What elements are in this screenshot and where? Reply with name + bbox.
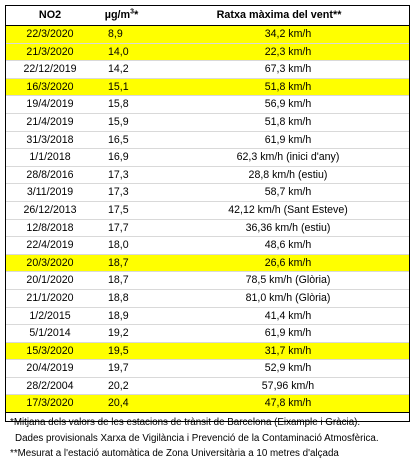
row-date: 3/11/2019 — [26, 186, 74, 199]
table-row — [6, 131, 409, 149]
table-body — [6, 26, 409, 413]
row-no2-value: 16,5 — [108, 133, 129, 146]
row-no2-value: 18,7 — [94, 254, 149, 272]
row-no2-value: 18,8 — [108, 291, 129, 304]
table-row — [6, 78, 409, 96]
row-no2-value: 18,7 — [108, 274, 129, 287]
header-unit-sup: 3 — [130, 8, 135, 16]
row-date: 16/3/2020 — [6, 78, 94, 96]
row-wind-gust: 81,0 km/h (Glòria) — [245, 291, 331, 304]
row-wind-gust: 42,12 km/h (Sant Esteve) — [228, 203, 348, 216]
table-row — [6, 43, 409, 61]
row-no2-value: 18,0 — [108, 239, 129, 252]
note-average: *Mitjana dels valors de les estacions de trànsit de Barcelona (Eixample i Gràcia). — [10, 417, 361, 429]
header-unit-suffix: * — [134, 9, 139, 21]
table-row — [6, 149, 409, 167]
note-wind-station: **Mesurat a l'estació automàtica de Zona Universitària a 10 metres d'alçada — [10, 448, 339, 460]
row-wind-gust: 51,8 km/h — [264, 115, 312, 128]
table-row — [6, 395, 409, 412]
table-row — [6, 289, 409, 307]
row-date: 20/3/2020 — [6, 254, 94, 272]
no2-wind-table-frame — [5, 5, 410, 460]
row-wind-gust: 52,9 km/h — [264, 362, 312, 375]
row-wind-gust: 57,96 km/h — [261, 379, 315, 392]
row-date: 1/2/2015 — [29, 309, 71, 322]
table-row — [6, 113, 409, 131]
table-row — [6, 342, 409, 360]
no2-wind-table — [6, 6, 409, 412]
table-notes — [6, 412, 409, 462]
row-no2-value: 17,3 — [108, 186, 129, 199]
table-row — [6, 61, 409, 79]
row-wind-gust: 41,4 km/h — [264, 309, 312, 322]
row-wind-gust: 58,7 km/h — [264, 186, 312, 199]
table-row — [6, 184, 409, 202]
row-no2-value: 17,5 — [108, 203, 129, 216]
row-wind-gust: 56,9 km/h — [264, 98, 312, 111]
note-provisional: Dades provisionals Xarxa de Vigilància i Prevenció de la Contaminació Atmosfèrica. — [15, 432, 379, 444]
row-date: 20/4/2019 — [26, 362, 74, 375]
row-no2-value: 15,1 — [94, 78, 149, 96]
row-wind-gust: 22,3 km/h — [149, 43, 409, 61]
row-no2-value: 15,9 — [108, 115, 129, 128]
table-row — [6, 26, 409, 44]
row-date: 28/8/2016 — [26, 168, 74, 181]
row-date: 21/4/2019 — [26, 115, 74, 128]
row-wind-gust: 28,8 km/h (estiu) — [248, 168, 328, 181]
row-date: 22/3/2020 — [6, 26, 94, 44]
row-date: 28/2/2004 — [26, 379, 74, 392]
table-row — [6, 201, 409, 219]
row-no2-value: 14,0 — [94, 43, 149, 61]
row-wind-gust: 47,8 km/h — [149, 395, 409, 412]
header-no2: NO2 — [6, 6, 94, 26]
row-date: 22/12/2019 — [23, 63, 77, 76]
table-row — [6, 237, 409, 255]
table-row — [6, 360, 409, 378]
table-row — [6, 377, 409, 395]
row-wind-gust: 31,7 km/h — [149, 342, 409, 360]
table-row — [6, 254, 409, 272]
row-date: 21/1/2020 — [26, 291, 74, 304]
table-row — [6, 325, 409, 343]
row-no2-value: 16,9 — [108, 151, 129, 164]
row-no2-value: 19,2 — [108, 327, 129, 340]
row-no2-value: 15,8 — [108, 98, 129, 111]
row-no2-value: 14,2 — [108, 63, 129, 76]
row-no2-value: 19,5 — [94, 342, 149, 360]
row-date: 20/1/2020 — [26, 274, 74, 287]
table-header-row — [6, 6, 409, 26]
row-wind-gust: 26,6 km/h — [149, 254, 409, 272]
row-date: 5/1/2014 — [29, 327, 71, 340]
row-date: 12/8/2018 — [26, 221, 74, 234]
table-row — [6, 219, 409, 237]
row-no2-value: 18,9 — [108, 309, 129, 322]
row-wind-gust: 61,9 km/h — [264, 327, 312, 340]
row-date: 1/1/2018 — [29, 151, 71, 164]
row-no2-value: 19,7 — [108, 362, 129, 375]
row-date: 19/4/2019 — [26, 98, 74, 111]
row-no2-value: 8,9 — [94, 26, 149, 44]
row-wind-gust: 67,3 km/h — [264, 63, 312, 76]
row-no2-value: 20,2 — [108, 379, 129, 392]
row-no2-value: 17,3 — [108, 168, 129, 181]
header-unit-base: µg/m — [104, 9, 131, 21]
header-wind: Ratxa màxima del vent** — [149, 6, 409, 26]
table-row — [6, 166, 409, 184]
row-no2-value: 17,7 — [108, 221, 129, 234]
row-no2-value: 20,4 — [94, 395, 149, 412]
row-date: 26/12/2013 — [23, 203, 77, 216]
row-wind-gust: 78,5 km/h (Glòria) — [245, 274, 331, 287]
row-wind-gust: 51,8 km/h — [149, 78, 409, 96]
table-row — [6, 272, 409, 290]
row-wind-gust: 48,6 km/h — [264, 239, 312, 252]
row-date: 17/3/2020 — [6, 395, 94, 412]
row-date: 22/4/2019 — [26, 239, 74, 252]
table-row — [6, 96, 409, 114]
row-wind-gust: 36,36 km/h (estiu) — [245, 221, 331, 234]
row-wind-gust: 34,2 km/h — [149, 26, 409, 44]
row-wind-gust: 62,3 km/h (inici d'any) — [236, 151, 340, 164]
table-row — [6, 307, 409, 325]
header-unit — [94, 6, 149, 26]
row-date: 15/3/2020 — [6, 342, 94, 360]
row-date: 31/3/2018 — [26, 133, 74, 146]
row-date: 21/3/2020 — [6, 43, 94, 61]
row-wind-gust: 61,9 km/h — [264, 133, 312, 146]
